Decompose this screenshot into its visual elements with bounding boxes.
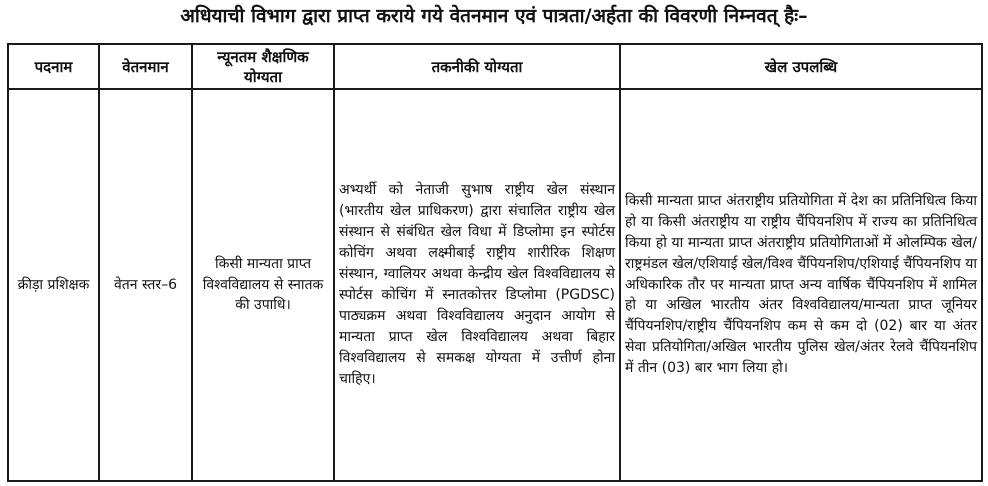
pay-eligibility-table (7, 43, 983, 482)
cell-technical-qualification: अभ्यर्थी को नेताजी सुभाष राष्ट्रीय खेल संस्थान (भारतीय खेल प्राधिकरण) द्वारा संचालित राष्ट्रीय खेल संस्थान से संबंधित खेल विधा में डिप्लोमा इन स्पोर्टस कोचिंग अथवा लक्ष्मीबाई राष्ट्रीय शारीरिक शिक्षण संस्थान, ग्वालियर अथवा केन्द्रीय खेल विश्वविद्यालय से स्पोर्टस कोचिंग में स्नातकोत्तर डिप्लोमा (PGDSC) पाठ्यक्रम अथवा विश्वविद्यालय अनुदान आयोग से मान्यता प्राप्त खेल विश्वविद्यालय अथवा बिहार विश्वविद्यालय से समकक्ष योग्यता में उत्तीर्ण होना चाहिए। (334, 89, 620, 481)
table-header-row (8, 44, 982, 89)
header-min-education: न्यूनतम शैक्षणिक योग्यता (192, 44, 334, 89)
header-technical-qualification: तकनीकी योग्यता (334, 44, 620, 89)
cell-sports-achievement: किसी मान्यता प्राप्त अंतराष्ट्रीय प्रतियोगिता में देश का प्रतिनिधित्व किया हो या किसी अंतराष्ट्रीय या राष्ट्रीय चैंपियनशिप में राज्य का प्रतिनिधित्व किया हो या मान्यता प्राप्त अंतराष्ट्रीय प्रतियोगिताओं में ओलम्पिक खेल/राष्ट्रमंडल खेल/एशियाई खेल/विश्व चैंपियनशिप/एशियाई चैंपियनशिप या अधिकारिक तौर पर मान्यता प्राप्त अन्य वार्षिक चैंपियनशिप में शामिल हो या अखिल भारतीय अंतर विश्वविद्यालय/मान्यता प्राप्त जूनियर चैंपियनशिप/राष्ट्रीय चैंपियनशिप कम से कम दो (02) बार या अंतर सेवा प्रतियोगिता/अखिल भारतीय पुलिस खेल/अंतर रेलवे चैंपियनशिप में तीन (03) बार भाग लिया हो। (620, 89, 982, 481)
cell-min-education: किसी मान्यता प्राप्त विश्वविद्यालय से स्नातक की उपाधि। (192, 89, 334, 481)
cell-pay-scale: वेतन स्तर–6 (99, 89, 192, 481)
header-designation: पदनाम (8, 44, 99, 89)
page-heading: अधियाची विभाग द्वारा प्राप्त कराये गये वेतनमान एवं पात्रता/अर्हता की विवरणी निम्नवत् हैः– (180, 5, 808, 27)
table-row (8, 89, 982, 481)
header-pay-scale: वेतनमान (99, 44, 192, 89)
cell-designation: क्रीड़ा प्रशिक्षक (8, 89, 99, 481)
header-sports-achievement: खेल उपलब्धि (620, 44, 982, 89)
